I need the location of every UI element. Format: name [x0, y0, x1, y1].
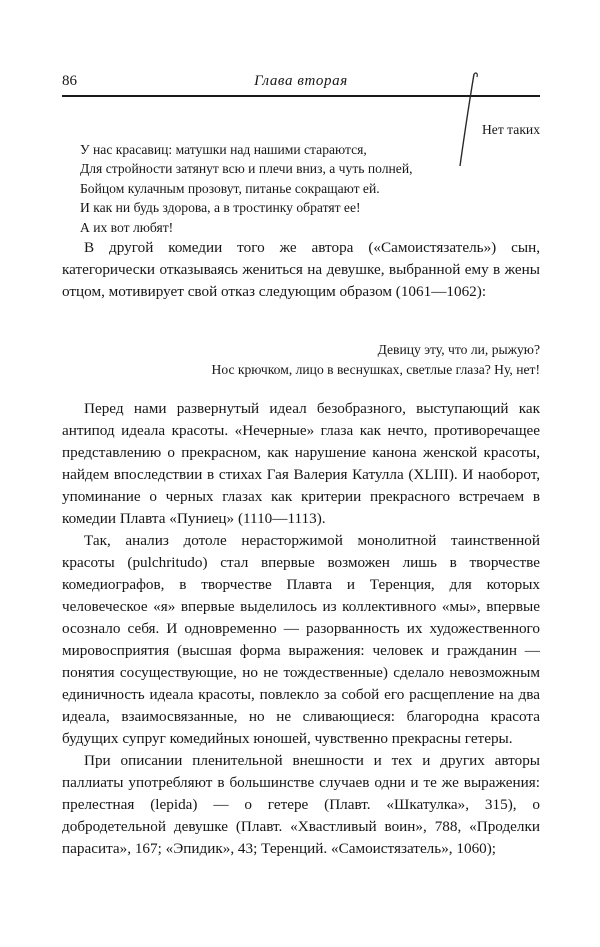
prose-block-1: [62, 237, 540, 303]
paragraph: При описании пленительной внешности и тех и других авторы паллиаты употребляют в большинстве случаев одни и те же выражения: прелестная (lepida) — о гетере (Плавт. «Шкатулка», 315), о добродетельной девушке (Плавт. «Хвастливый воин», 788, «Проделки парасита», 167; «Эпидик», 43; Теренций. «Самоистязатель», 1060);: [62, 752, 540, 857]
prose-block-2: [62, 398, 540, 860]
verse-line: А их вот любят!: [80, 219, 174, 235]
verse-line: И как ни будь здорова, а в тростинку обратят ее!: [80, 200, 361, 216]
paragraph: В другой комедии того же автора («Самоистязатель») сын, категорически отказываясь жениться на девушке, выбранной ему в жены отцом, мотивирует свой отказ следующим образом (1061—1062):: [62, 239, 540, 300]
verse-line: Для стройности затянут всю и плечи вниз, а чуть полней,: [80, 161, 413, 177]
verse-line: Бойцом кулачным прозовут, питанье сокращают ей.: [80, 180, 380, 196]
verse-line: Нос крючком, лицо в веснушках, светлые глаза? Ну, нет!: [211, 361, 540, 377]
verse-quote-2: [80, 340, 540, 379]
verse-line: У нас красавиц: матушки над нашими стараются,: [80, 141, 367, 157]
verse-line: Нет таких: [481, 122, 540, 137]
paragraph: Перед нами развернутый идеал безобразного, выступающий как антипод идеала красоты. «Нечерные» глаза как нечто, противоречащее представлению о прекрасном, как нарушение канона женской красоты, найдем впоследствии в стихах Гая Валерия Катулла (XLIII). И наоборот, упоминание о черных глазах как критерии прекрасного встречаем в комедии Плавта «Пуниец» (1110—1113).: [62, 400, 540, 527]
running-title: Глава вторая: [254, 73, 348, 89]
page-number: 86: [62, 73, 77, 89]
paragraph: Так, анализ дотоле нерасторжимой монолитной таинственной красоты (pulchritudo) стал впервые возможен лишь в творчестве комедиографов, в творчестве Плавта и Теренция, для которых человеческое «я» впервые выделилось из коллективного «мы», впервые осознало себя. И одновременно — разорванность их художественного мировосприятия (высшая форма выражения: человек и гражданин — понятия сосуществующие, но не тождественные) сделало невозможным единичность идеала красоты, повлекло за собой его расщепление на два идеала, взаимосвязанные, но не сливающиеся: благородна красота будущих супруг комедийных юношей, чувственно прекрасны гетеры.: [62, 532, 540, 747]
verse-quote-1: [80, 120, 540, 238]
verse-line: Девицу эту, что ли, рыжую?: [377, 342, 540, 357]
